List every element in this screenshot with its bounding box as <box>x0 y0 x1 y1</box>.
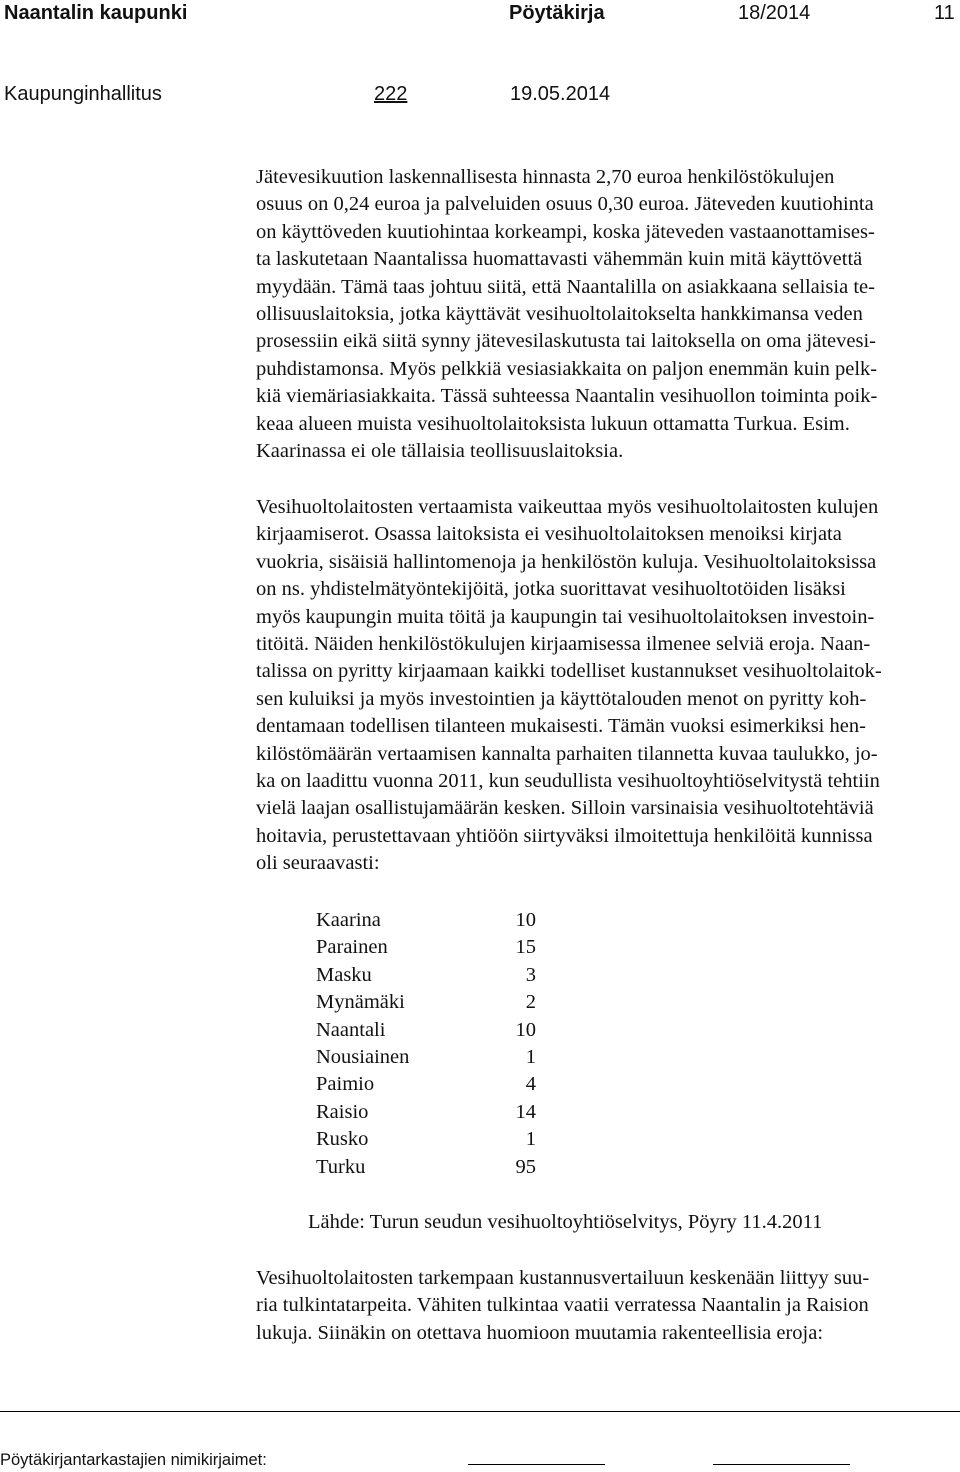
table-row <box>316 934 536 961</box>
signature-line <box>713 1464 850 1465</box>
text-line: kiä viemäriasiakkaita. Tässä suhteessa Naantalin vesihuollon toiminta poik- <box>256 385 878 408</box>
table-row <box>316 1017 536 1044</box>
page-number: 11 <box>934 2 955 24</box>
org-name: Naantalin kaupunki <box>4 2 188 24</box>
text-line: myydään. Tämä taas johtuu siitä, että Naantalilla on asiakkaana sellaisia te- <box>256 275 875 298</box>
municipality-name: Kaarina <box>316 909 381 931</box>
meeting-date: 19.05.2014 <box>510 83 611 105</box>
section-number: 222 <box>374 83 408 105</box>
text-line: keaa alueen muista vesihuoltolaitoksista lukuun ottamatta Turkua. Esim. <box>256 412 850 435</box>
municipality-name: Nousiainen <box>316 1045 410 1068</box>
municipality-name: Masku <box>316 963 372 986</box>
table-row <box>316 1044 536 1071</box>
table-row <box>316 1099 536 1126</box>
municipality-name: Turku <box>316 1155 366 1178</box>
staff-count: 3 <box>525 963 536 986</box>
text-line: oli seuraavasti: <box>256 852 380 875</box>
staff-count: 15 <box>515 936 536 959</box>
text-line: myös kaupungin muita töitä ja kaupungin tai vesihuoltolaitoksen investoin- <box>256 605 875 628</box>
text-line: Vesihuoltolaitosten vertaamista vaikeuttaa myös vesihuoltolaitosten kulujen <box>256 496 879 518</box>
text-line: prosessiin eikä siitä synny jätevesilaskutusta tai laitoksella on oma jätevesi- <box>256 330 876 353</box>
footer-label: Pöytäkirjantarkastajien nimikirjaimet: <box>0 1451 267 1469</box>
table-row <box>316 1071 536 1098</box>
text-line: on ns. yhdistelmätyöntekijöitä, jotka suorittavat vesihuoltotöiden lisäksi <box>256 578 846 601</box>
text-line: ollisuuslaitoksia, jotka käyttävät vesihuoltolaitokselta hankkimansa veden <box>256 303 863 326</box>
staff-count: 95 <box>515 1155 536 1178</box>
text-line: titöitä. Näiden henkilöstökulujen kirjaamisessa ilmenee selviä eroja. Naan- <box>256 633 871 656</box>
text-line: kilöstömäärän vertaamisen kannalta parhaiten tilannetta kuvaa taulukko, jo- <box>256 742 878 765</box>
municipality-name: Paimio <box>316 1073 375 1096</box>
table-row <box>316 962 536 989</box>
staff-count: 2 <box>525 991 536 1014</box>
paragraph-1 <box>256 164 956 465</box>
staff-table <box>316 907 536 1181</box>
text-line: Jätevesikuution laskennallisesta hinnasta 2,70 euroa henkilöstökulujen <box>256 166 835 188</box>
text-line: sen kuluiksi ja myös investointien ja käyttötalouden menot on pyritty koh- <box>256 687 867 710</box>
footer-divider <box>0 1411 960 1412</box>
text-line: on käyttöveden kuutiohintaa korkeampi, koska jäteveden vastaanottamises- <box>256 220 875 243</box>
text-line: puhdistamonsa. Myös pelkkiä vesiasiakkaita on paljon enemmän kuin pelk- <box>256 357 878 380</box>
page-header <box>0 2 960 28</box>
text-line: ta laskutetaan Naantalissa huomattavasti vähemmän kuin mitä käyttövettä <box>256 248 863 271</box>
text-line: Vesihuoltolaitosten tarkempaan kustannusvertailuun keskenään liittyy suu- <box>256 1267 870 1289</box>
text-line: lukuja. Siinäkin on otettava huomioon muutamia rakenteellisia eroja: <box>256 1321 824 1344</box>
text-line: dentamaan todellisen tilanteen mukaisesti. Tämän vuoksi esimerkiksi hen- <box>256 715 866 738</box>
source-note: Lähde: Turun seudun vesihuoltoyhtiöselvitys, Pöyry 11.4.2011 <box>308 1211 823 1233</box>
governing-body: Kaupunginhallitus <box>4 83 162 105</box>
signature-line <box>468 1464 605 1465</box>
doc-number: 18/2014 <box>738 2 811 24</box>
table-row <box>316 1126 536 1153</box>
text-line: hoitavia, perustettavaan yhtiöön siirtyväksi ilmoitettuja henkilöitä kunnissa <box>256 824 873 847</box>
text-line: kirjaamiserot. Osassa laitoksista ei vesihuoltolaitoksen menoiksi kirjata <box>256 523 842 546</box>
staff-count: 10 <box>515 1018 536 1041</box>
table-row <box>316 907 536 934</box>
text-line: vuokria, sisäisiä hallintomenoja ja henkilöstön kuluja. Vesihuoltolaitoksissa <box>256 550 877 573</box>
table-row <box>316 989 536 1016</box>
text-line: vielä laajan osallistujamäärän kesken. Silloin varsinaisia vesihuoltotehtäviä <box>256 797 874 820</box>
municipality-name: Naantali <box>316 1018 386 1041</box>
text-line: talissa on pyritty kirjaamaan kaikki todelliset kustannukset vesihuoltolaitok- <box>256 660 882 683</box>
municipality-name: Rusko <box>316 1128 369 1151</box>
doc-type: Pöytäkirja <box>509 2 605 24</box>
meeting-info <box>0 83 960 109</box>
staff-count: 10 <box>515 909 536 931</box>
paragraph-3 <box>256 1265 956 1347</box>
text-line: ka on laadittu vuonna 2011, kun seudullista vesihuoltoyhtiöselvitystä tehtiin <box>256 770 880 793</box>
staff-count: 1 <box>525 1128 536 1151</box>
municipality-name: Parainen <box>316 936 388 959</box>
paragraph-2 <box>256 494 956 878</box>
text-line: osuus on 0,24 euroa ja palveluiden osuus 0,30 euroa. Jäteveden kuutiohinta <box>256 193 874 216</box>
text-line: ria tulkintatarpeita. Vähiten tulkintaa vaatii verratessa Naantalin ja Raision <box>256 1294 869 1317</box>
municipality-name: Mynämäki <box>316 991 405 1014</box>
text-line: Kaarinassa ei ole tällaisia teollisuuslaitoksia. <box>256 440 624 463</box>
staff-count: 14 <box>515 1100 536 1123</box>
municipality-name: Raisio <box>316 1100 369 1123</box>
table-row <box>316 1154 536 1181</box>
staff-count: 4 <box>525 1073 536 1096</box>
staff-count: 1 <box>525 1045 536 1068</box>
